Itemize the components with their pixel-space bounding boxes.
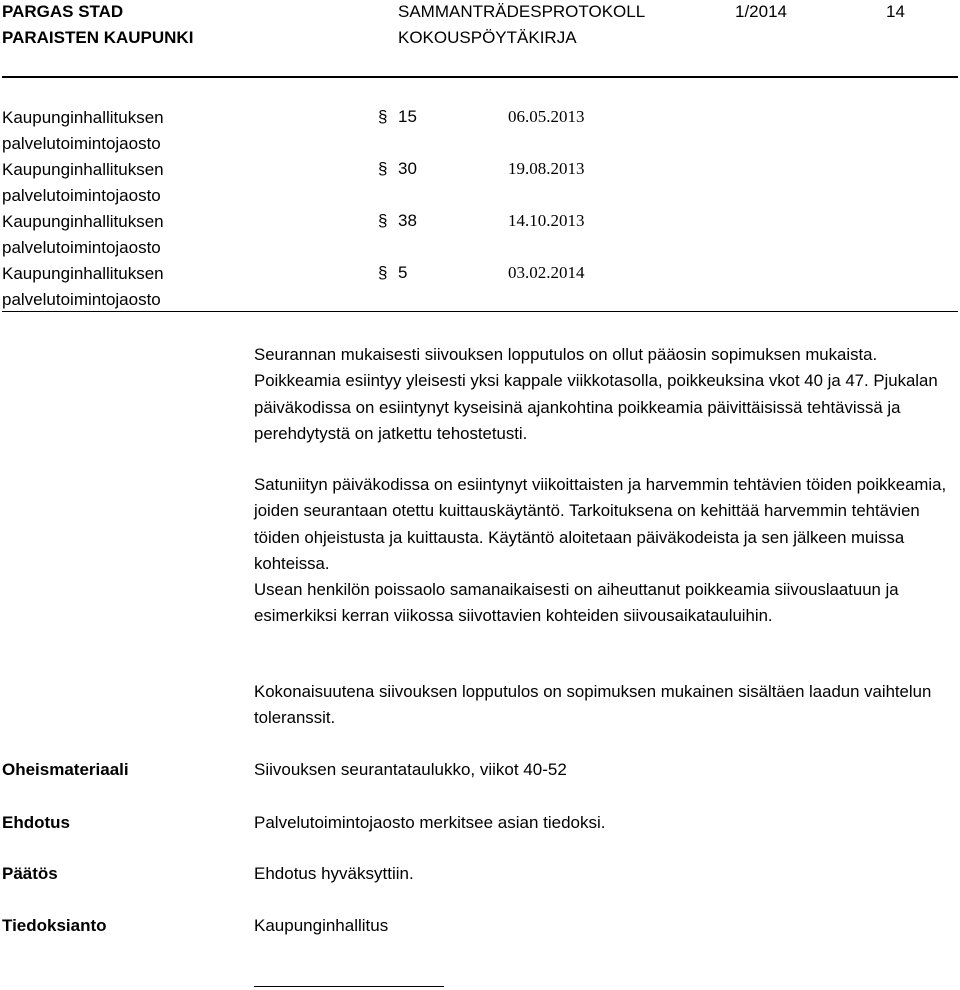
history-section: 38 [398, 211, 417, 230]
decision-value: Ehdotus hyväksyttiin. [254, 864, 414, 883]
history-section: 15 [398, 107, 417, 126]
history-body-line1: Kaupunginhallituksen [2, 212, 164, 231]
history-body-line1: Kaupunginhallituksen [2, 160, 164, 179]
notification-value: Kaupunginhallitus [254, 916, 389, 935]
issue-number: 1/2014 [735, 2, 787, 21]
history-date: 03.02.2014 [508, 263, 585, 282]
history-body-line2: palvelutoimintojaosto [2, 134, 161, 153]
proposal-value: Palvelutoimintojaosto merkitsee asian tiedoksi. [254, 813, 606, 832]
body-paragraph-1 [254, 342, 958, 447]
section-sign: § [378, 263, 388, 282]
org-name-swedish: PARGAS STAD [2, 2, 124, 21]
org-name-finnish: PARAISTEN KAUPUNKI [2, 28, 194, 47]
body-paragraph-3 [254, 679, 958, 732]
section-sign: § [378, 211, 388, 230]
history-date: 06.05.2013 [508, 107, 585, 126]
doc-type-swedish: SAMMANTRÄDESPROTOKOLL [398, 2, 646, 21]
decision-label: Päätös [2, 864, 58, 883]
paragraph-text: Satuniityn päiväkodissa on esiintynyt viikoittaisten ja harvemmin tehtävien töiden poikkeamia, joiden seurantaan otettu kuittauskäytäntö. Tarkoituksena on kehittää harvemmin tehtävien töiden ohjeistusta ja kuittausta. Käytäntö aloitetaan päiväkodeista ja sen jälkeen muissa kohteissa. [254, 475, 947, 573]
body-paragraph-2 [254, 472, 958, 630]
page-number: 14 [886, 2, 905, 21]
attachments-value: Siivouksen seurantataulukko, viikot 40-52 [254, 760, 567, 779]
history-body-line1: Kaupunginhallituksen [2, 264, 164, 283]
history-date: 14.10.2013 [508, 211, 585, 230]
history-date: 19.08.2013 [508, 159, 585, 178]
history-section: 30 [398, 159, 417, 178]
paragraph-text: Seurannan mukaisesti siivouksen lopputulos on ollut pääosin sopimuksen mukaista. Poikkeamia esiintyy yleisesti yksi kappale viikkotasolla, poikkeuksina vkot 40 ja 47. Pjukalan päiväkodissa on esiintynyt kyseisinä ajankohtina poikkeamia päivittäisissä tehtävissä ja perehdytystä on jatkettu tehostetusti. [254, 345, 938, 443]
header-rule [2, 76, 958, 78]
history-body-line2: palvelutoimintojaosto [2, 290, 161, 309]
history-body-line2: palvelutoimintojaosto [2, 238, 161, 257]
attachments-label: Oheismateriaali [2, 760, 129, 779]
paragraph-text: Kokonaisuutena siivouksen lopputulos on sopimuksen mukainen sisältäen laadun vaihtelun toleranssit. [254, 682, 932, 728]
history-body-line1: Kaupunginhallituksen [2, 108, 164, 127]
proposal-label: Ehdotus [2, 813, 70, 832]
notification-label: Tiedoksianto [2, 916, 107, 935]
section-sign: § [378, 107, 388, 126]
section-divider [2, 311, 958, 312]
history-body-line2: palvelutoimintojaosto [2, 186, 161, 205]
signature-line [254, 986, 444, 987]
paragraph-text: Usean henkilön poissaolo samanaikaisesti on aiheuttanut poikkeamia siivouslaatuun ja esimerkiksi kerran viikossa siivottavien kohteiden siivousaikatauluihin. [254, 580, 899, 626]
doc-type-finnish: KOKOUSPÖYTÄKIRJA [398, 28, 577, 47]
section-sign: § [378, 159, 388, 178]
history-section: 5 [398, 263, 408, 282]
